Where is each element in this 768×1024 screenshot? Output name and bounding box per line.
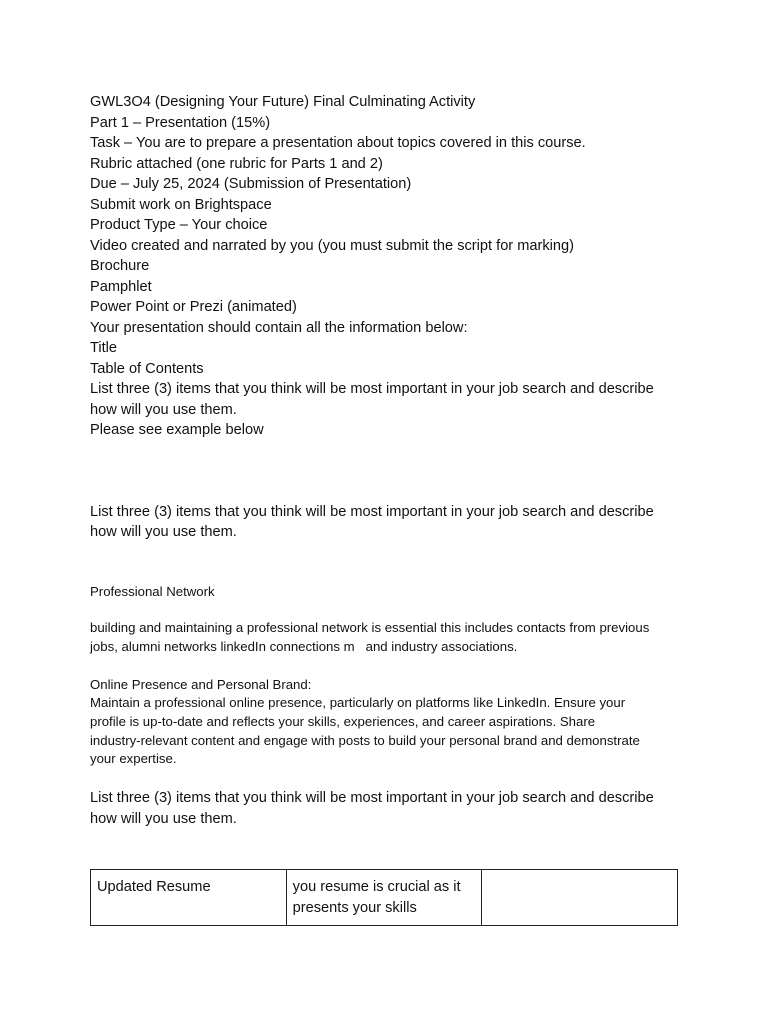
doc-title: GWL3O4 (Designing Your Future) Final Culminating Activity [90, 94, 476, 110]
online-para-4: your expertise. [90, 751, 177, 767]
see-example-line: Please see example below [90, 422, 264, 438]
option-brochure: Brochure [90, 258, 150, 274]
option-pamphlet: Pamphlet [90, 278, 152, 295]
example1-prompt-1: List three (3) items that you think will be most important in your job search and describe [90, 503, 654, 520]
online-presence-heading: Online Presence and Personal Brand: [90, 676, 312, 692]
req-list-items-2: how will you use them. [90, 401, 237, 418]
option-video: Video created and narrated by you (you must submit the script for marking) [90, 237, 574, 254]
table-cell-empty [482, 870, 678, 926]
req-toc: Table of Contents [90, 360, 204, 377]
table-cell-description [286, 870, 482, 926]
example2-prompt-2: how will you use them. [90, 810, 237, 827]
example1-prompt-2: how will you use them. [90, 524, 237, 540]
product-type-line: Product Type – Your choice [90, 217, 268, 233]
task-line: Task – You are to prepare a presentation about topics covered in this course. [90, 135, 586, 151]
req-title: Title [90, 340, 118, 356]
network-para-2: jobs, alumni networks linkedIn connections m and industry associations. [90, 638, 518, 654]
professional-network-heading: Professional Network [90, 583, 215, 599]
submit-line: Submit work on Brightspace [90, 196, 272, 213]
contain-line: Your presentation should contain all the information below: [90, 319, 468, 336]
part-line: Part 1 – Presentation (15%) [90, 114, 271, 131]
online-para-3: industry-relevant content and engage with posts to build your personal brand and demonstrate [90, 732, 640, 748]
table-row [91, 870, 678, 926]
item-description-2: presents your skills [292, 899, 417, 916]
req-list-items-1: List three (3) items that you think will be most important in your job search and describe [90, 381, 654, 397]
online-para-2: profile is up-to-date and reflects your skills, experiences, and career aspirations. Share [90, 714, 596, 730]
items-table [90, 869, 678, 926]
item-description-1: you resume is crucial as it [292, 879, 461, 896]
document-page [90, 92, 690, 926]
table-cell-item [91, 870, 287, 926]
network-para-1: building and maintaining a professional network is essential this includes contacts from previous [90, 620, 650, 636]
due-line: Due – July 25, 2024 (Submission of Presentation) [90, 176, 412, 192]
rubric-line: Rubric attached (one rubric for Parts 1 and 2) [90, 155, 383, 172]
item-name: Updated Resume [97, 879, 211, 896]
example2-prompt-1: List three (3) items that you think will be most important in your job search and describe [90, 790, 654, 807]
option-powerpoint: Power Point or Prezi (animated) [90, 299, 297, 315]
online-para-1: Maintain a professional online presence, particularly on platforms like LinkedIn. Ensure your [90, 695, 626, 711]
